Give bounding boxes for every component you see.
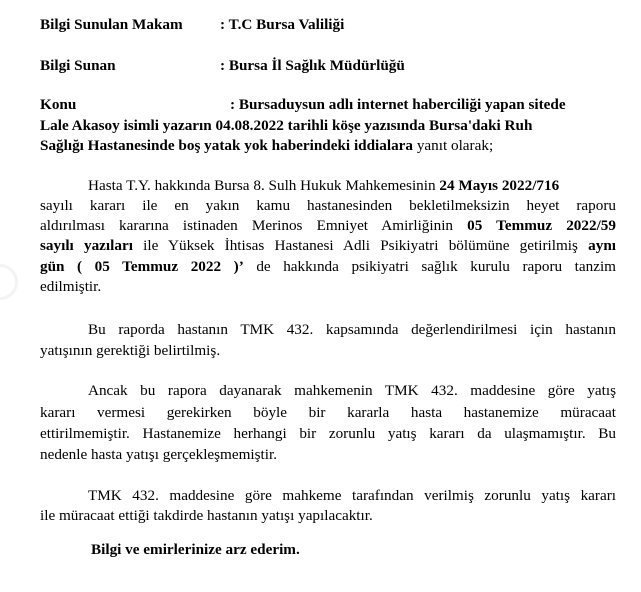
p1-line-4 <box>40 236 616 255</box>
police-letter-ref: 05 Temmuz 2022/59 <box>467 217 616 234</box>
p1-line-4-bold-tail: aynı <box>588 237 616 254</box>
p2-line-1: Bu raporda hastanın TMK 432. kapsamında değerlendirilmesi için hastanın <box>88 321 616 338</box>
subject-line-1: : Bursaduysun adlı internet haberciliği yapan sitede <box>230 96 566 113</box>
sender-value: : Bursa İl Sağlık Müdürlüğü <box>220 57 405 74</box>
p3-line-4: nedenle hasta yatışı gerçekleşmemiştir. <box>40 446 278 463</box>
subject-label: Konu <box>40 96 77 113</box>
authority-value: : T.C Bursa Valiliği <box>220 16 345 33</box>
p1-line-4-text: ile Yüksek İhtisas Hastanesi Adli Psikiyatri bölümüne getirilmiş <box>132 237 589 254</box>
closing-statement: Bilgi ve emirlerinize arz ederim. <box>91 541 300 558</box>
p2-line-2: yatışının gerektiği belirtilmiş. <box>40 342 221 359</box>
subject-line-2: Lale Akasoy isimli yazarın 04.08.2022 tarihli köşe yazısında Bursa'daki Ruh <box>40 117 533 134</box>
p3-line-1: Ancak bu rapora dayanarak mahkemenin TMK 432. maddesine göre yatış <box>88 382 616 399</box>
p1-line-1-text: Hasta T.Y. hakkında Bursa 8. Sulh Hukuk Mahkemesinin <box>88 177 440 194</box>
p4-line-1: TMK 432. maddesine göre mahkeme tarafından verilmiş zorunlu yatış kararı <box>88 487 616 504</box>
subject-line-3-bold: Sağlığı Hastanesinde boş yatak yok haberindeki iddialara <box>40 137 414 154</box>
p1-line-5-text: de hakkında psikiyatri sağlık kurulu raporu tanzim <box>243 258 616 275</box>
p3-line-3: ettirilmemiştir. Hastanemize herhangi bir zorunlu yatış kararı da ulaşmamıştır. Bu <box>40 425 616 442</box>
p1-line-3-text: aldırılması kararına istinaden Merinos Emniyet Amirliğinin <box>40 217 468 234</box>
p1-line-4-bold: sayılı yazıları <box>40 237 133 254</box>
p1-line-1 <box>88 176 616 195</box>
subject-line-3-tail: yanıt olarak; <box>413 137 494 154</box>
sender-label: Bilgi Sunan <box>40 57 116 74</box>
p1-line-3 <box>40 216 616 235</box>
faint-circle-mark <box>0 264 18 300</box>
authority-label: Bilgi Sunulan Makam <box>40 16 183 33</box>
p1-line-6: edilmiştir. <box>40 278 102 295</box>
p3-line-2: kararı vermesi gerekirken böyle bir kararla hasta hastanemize müracaat <box>40 404 616 421</box>
subject-line-3 <box>40 136 616 155</box>
p1-line-5-bold: gün ( 05 Temmuz 2022 )’ <box>40 258 244 275</box>
p4-line-2: ile müracaat ettiği takdirde hastanın yatışı yapılacaktır. <box>40 507 373 524</box>
p1-line-2: sayılı kararı ile en yakın kamu hastanesinden bekletilmeksizin heyet raporu <box>40 197 616 214</box>
p1-line-5 <box>40 257 616 276</box>
court-decision-ref: 24 Mayıs 2022/716 <box>439 177 560 194</box>
